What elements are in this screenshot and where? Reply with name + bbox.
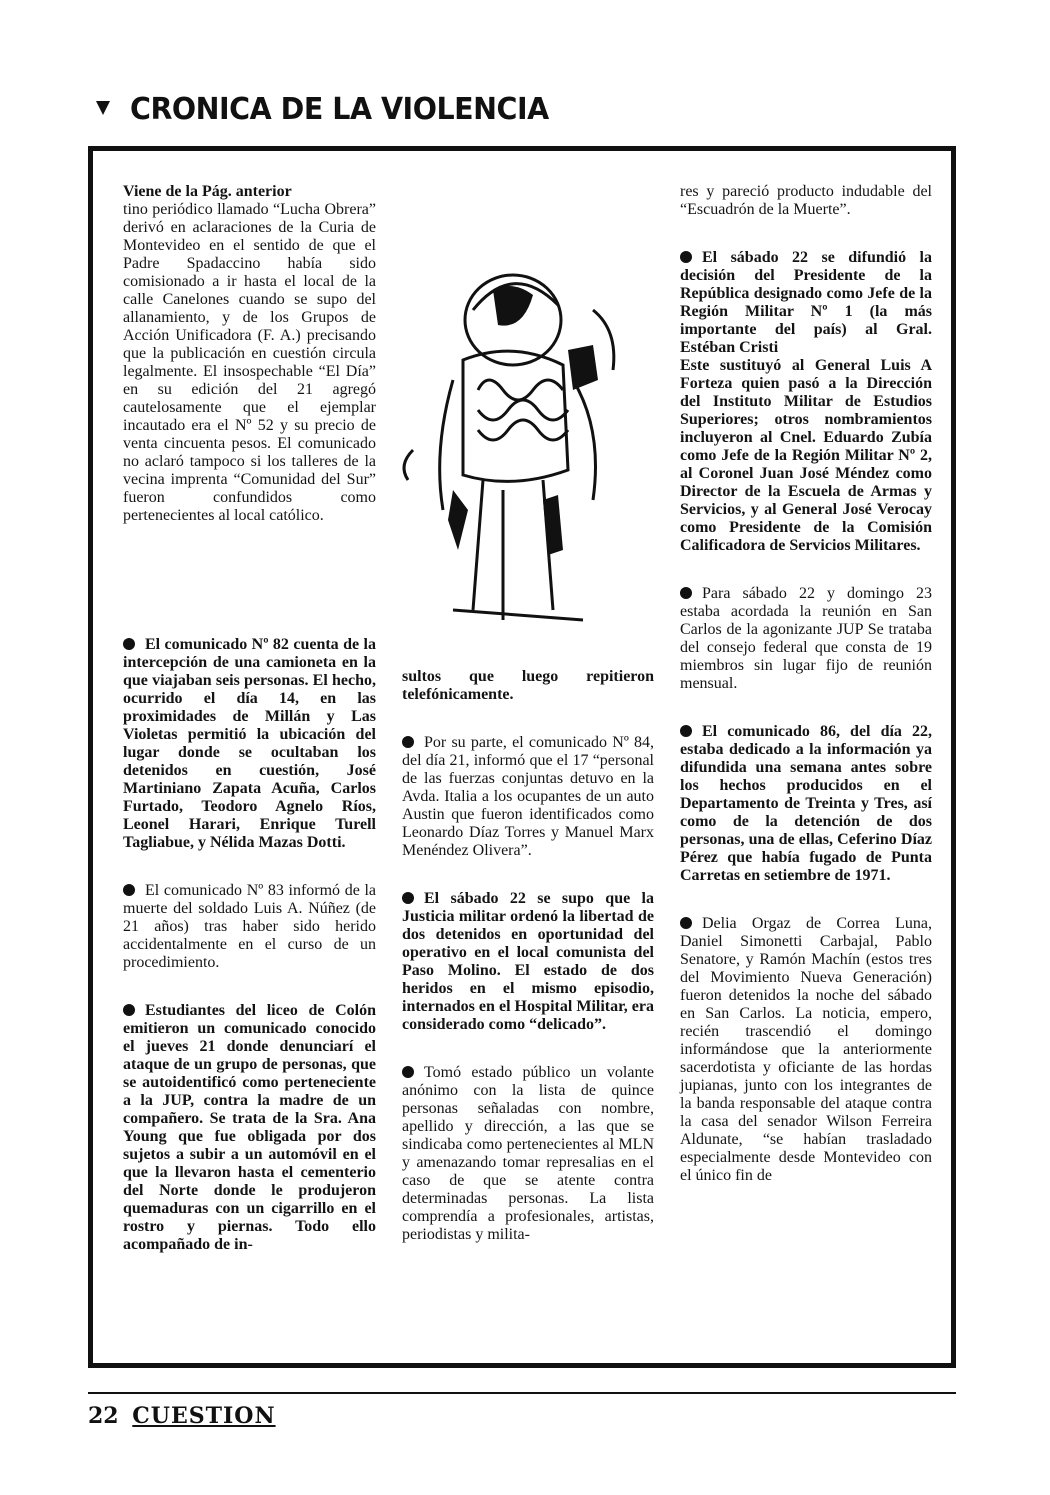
bullet-icon <box>123 1004 135 1016</box>
news-item: sultos que luego repitieron telefónicamente. <box>402 668 654 703</box>
diver-illustration <box>393 250 655 635</box>
bullet-icon <box>680 251 692 263</box>
news-item: Estudiantes del liceo de Colón emitieron un comunicado conocido el jueves 21 donde denunciarí el ataque de un grupo de personas, que se autoidentificó como perteneciente a la JUP, contra la madre de un compañero. Se trata de la Sra. Ana Young que fue obligada por dos sujetos a subir a un automóvil en el que la llevaron hasta el cementerio del Norte donde le produjeron quemaduras con un cigarrillo en el rostro y piernas. Todo ello acompañado de in- <box>123 1002 376 1253</box>
triangle-bullet-icon <box>96 101 110 115</box>
news-item: Delia Orgaz de Correa Luna, Daniel Simonetti Carbajal, Pablo Senatore, y Ramón Machín (estos tres del Movimiento Nueva Generación) fueron detenidos la noche del sábado en San Carlos. La noticia, empero, recién trascendió el domingo informándose que la anteriormente sacerdotista y oficiante de las hordas jupianas, junto con los integrantes de la banda responsable del ataque contra la casa del senador Wilson Ferreira Aldunate, “se habían trasladado especialmente desde Montevideo con el único fin de <box>680 915 932 1184</box>
news-item: El comunicado Nº 83 informó de la muerte del soldado Luis A. Núñez (de 21 años) tras haber sido herido accidentalmente en el curso de un procedimiento. <box>123 882 376 971</box>
bullet-icon <box>680 917 692 929</box>
news-item: El sábado 22 se difundió la decisión del Presidente de la República designado como Jefe de la Región Militar Nº 1 (la más importante del país) al Gral. Estéban Cristi <box>680 249 932 356</box>
column-1-bottom <box>123 636 376 1254</box>
page-footer <box>88 1403 276 1429</box>
continued-note: Viene de la Pág. anterior <box>123 183 292 200</box>
bullet-icon <box>680 587 692 599</box>
news-item: res y pareció producto indudable del “Escuadrón de la Muerte”. <box>680 183 932 218</box>
section-title: CRONICA DE LA VIOLENCIA <box>130 92 549 127</box>
bullet-icon <box>402 1066 414 1078</box>
bullet-icon <box>680 725 692 737</box>
news-item: Tomó estado público un volante anónimo con la lista de quince personas señaladas con nombre, apellido y dirección, a las que se sindicaba como pertenecientes al MLN y amenazando tomar represalias en el caso de que se atente contra determinadas personas. La lista comprendía a profesionales, artistas, periodistas y milita- <box>402 1064 654 1243</box>
paragraph: tino periódico llamado “Lucha Obrera” derivó en aclaraciones de la Curia de Montevideo en el sentido de que el Padre Spadaccino había sido comisionado a ir hasta el local de la calle Canelones cuando se supo del allanamiento, y de los Grupos de Acción Unificadora (F. A.) precisando que la publicación en cuestión circula legalmente. El insospechable “El Día” en su edición del 21 agregó cautelosamente que el ejemplar incautado era el Nº 52 y su precio de venta cincuenta pesos. El comunicado no aclaró tampoco si los talleres de la vecina imprenta “Comunidad del Sur” fueron confundidos como pertenecientes al local católico. <box>123 201 376 524</box>
news-item: El comunicado 86, del día 22, estaba dedicado a la información ya difundida una semana antes sobre los hechos producidos en el Departamento de Treinta y Tres, así como de la detención de dos personas, una de ellas, Ceferino Díaz Pérez que había fugado de Punta Carretas en setiembre de 1971. <box>680 723 932 884</box>
column-3 <box>680 183 932 1185</box>
footer-rule <box>88 1392 956 1394</box>
page-number: 22 <box>88 1403 119 1429</box>
news-item: Para sábado 22 y domingo 23 estaba acordada la reunión en San Carlos de la agonizante JUP Se trataba del consejo federal que consta de 19 miembros sin lugar fijo de reunión mensual. <box>680 585 932 692</box>
column-1-top <box>123 183 376 525</box>
news-item: El comunicado Nº 82 cuenta de la intercepción de una camioneta en la que viajaban seis personas. El hecho, ocurrido el día 14, en las proximidades de Millán y Las Violetas permitió la ubicación del lugar donde se ocultaban los detenidos en cuestión, José Martiniano Zapata Acuña, Carlos Furtado, Teodoro Agnelo Ríos, Leonel Harari, Enrique Turell Tagliabue, y Nélida Mazas Dotti. <box>123 636 376 851</box>
news-item: El sábado 22 se supo que la Justicia militar ordenó la libertad de dos detenidos en oportunidad del operativo en el local comunista del Paso Molino. El estado de dos heridos en el mismo episodio, internados en el Hospital Militar, era considerado como “delicado”. <box>402 890 654 1033</box>
news-item: Por su parte, el comunicado Nº 84, del día 21, informó que el 17 “personal de las fuerzas conjuntas detuvo en la Avda. Italia a los ocupantes de un auto Austin que fueron identificados como Leonardo Díaz Torres y Manuel Marx Menéndez Olivera”. <box>402 734 654 859</box>
bullet-icon <box>402 892 414 904</box>
news-item: Este sustituyó al General Luis A Forteza quien pasó a la Dirección del Instituto Militar de Estudios Superiores; otros nombramientos incluyeron al Cnel. Eduardo Zubía como Jefe de la Región Militar Nº 2, al Coronel Juan José Méndez como Director de la Escuela de Armas y Servicios, y al General José Verocay como Presidente de la Comisión Calificadora de Servicios Militares. <box>680 357 932 554</box>
bullet-icon <box>123 638 135 650</box>
column-2 <box>402 668 654 1244</box>
bullet-icon <box>123 884 135 896</box>
publication-name: CUESTION <box>132 1403 276 1429</box>
bullet-icon <box>402 736 414 748</box>
